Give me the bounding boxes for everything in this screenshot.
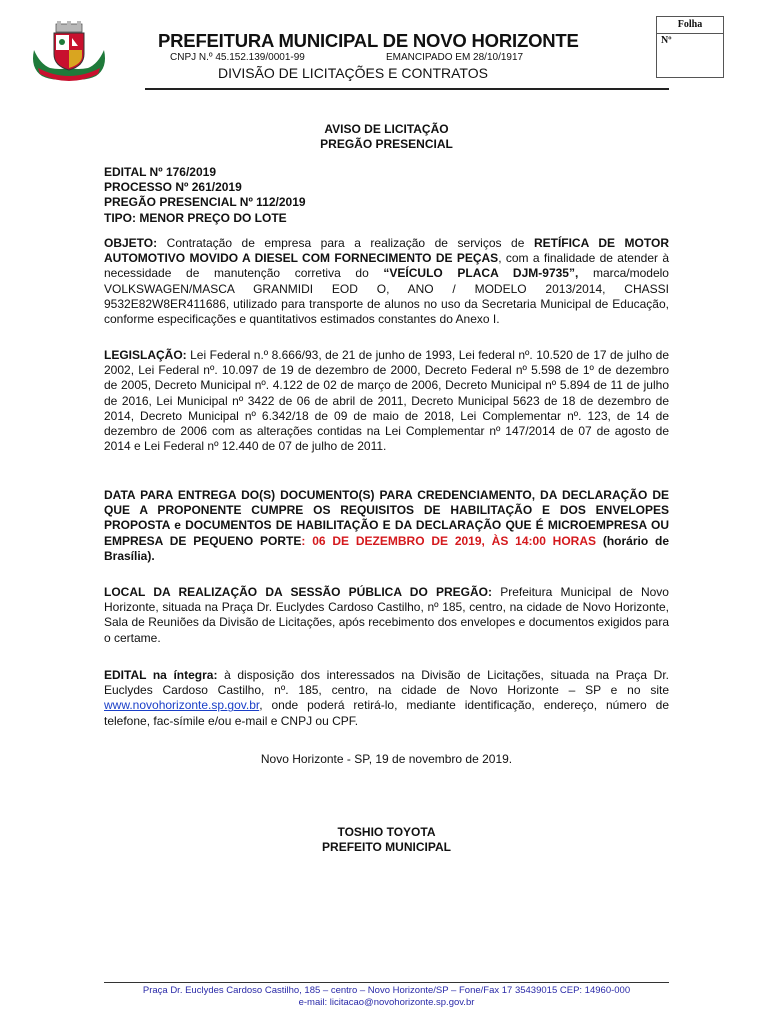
- date-line: Novo Horizonte - SP, 19 de novembro de 2019.: [260, 752, 513, 766]
- data-entrega-date: : 06 DE DEZEMBRO DE 2019, ÀS 14:00 HORAS: [301, 533, 597, 548]
- objeto-text-1: Contratação de empresa para a realização de serviços de: [157, 236, 534, 250]
- local-label: LOCAL DA REALIZAÇÃO DA SESSÃO PÚBLICA DO PREGÃO:: [104, 585, 493, 599]
- tipo-line: TIPO: MENOR PREÇO DO LOTE: [104, 210, 287, 225]
- signature-block: [104, 825, 669, 855]
- header-cnpj: CNPJ N.º 45.152.139/0001-99: [170, 52, 305, 63]
- objeto-text-3: marca/modelo VOLKSWAGEN/MASCA GRANMIDI EOD O, ANO / MODELO 2013/2014, CHASSI 9532E82W8ER411686, utilizado para transporte de alunos no uso da Secretaria Municipal de Educação, conforme especificações e quantitativos estimados constantes do Anexo I.: [104, 266, 669, 327]
- local-text: Prefeitura Municipal de Novo Horizonte, situada na Praça Dr. Euclydes Cardoso Castilho, nº 185, centro, na cidade de Novo Horizonte, Sala de Reuniões da Divisão de Licitações, após recebimento dos envelopes e documentos exigidos para o certame.: [104, 585, 669, 645]
- website-link[interactable]: www.novohorizonte.sp.gov.br: [104, 698, 260, 713]
- signature-name: TOSHIO TOYOTA: [337, 825, 436, 839]
- objeto-paragraph: [104, 236, 669, 327]
- objeto-bold-1: RETÍFICA DE MOTOR AUTOMOTIVO MOVIDO A DIESEL COM FORNECIMENTO DE PEÇAS: [104, 236, 669, 266]
- footer-address: Praça Dr. Euclydes Cardoso Castilho, 185 – centro – Novo Horizonte/SP – Fone/Fax 17 35439015 CEP: 14960-000: [142, 985, 631, 996]
- folha-stamp-box: [656, 16, 724, 78]
- folha-label: Folha: [657, 17, 723, 34]
- edital-number: EDITAL Nº 176/2019: [104, 165, 216, 179]
- header-subline: [170, 52, 524, 63]
- header-title: PREFEITURA MUNICIPAL DE NOVO HORIZONTE: [158, 30, 579, 51]
- notice-title-pregao: PREGÃO PRESENCIAL: [320, 137, 453, 152]
- objeto-bold-2: “VEÍCULO PLACA DJM-9735”,: [383, 266, 579, 281]
- notice-title-aviso: AVISO DE LICITAÇÃO: [324, 122, 449, 136]
- legislacao-text: Lei Federal n.º 8.666/93, de 21 de junho de 1993, Lei federal nº. 10.520 de 17 de julho de 2002, Lei Federal nº. 10.097 de 19 de dezembro de 2000, Decreto Federal nº 5.598 de 1º de dezembro de 2005, Decreto Municipal nº. 4.122 de 02 de março de 2006, Decreto Municipal nº 5.894 de 11 de julho de 2016, Lei Municipal nº 3422 de 06 de abril de 2011, Decreto Municipal 5623 de 18 de dezembro de 2014, Decreto Municipal nº 6.342/18 de 09 de maio de 2018, Lei Complementar nº. 123, de 14 de dezembro de 2006 com as alterações contidas na Lei Complementar nº 147/2014 de 07 de agosto de 2014 e Lei Federal nº 12.440 de 07 de julho de 2011.: [104, 348, 669, 454]
- edital-integra-paragraph: [104, 668, 669, 729]
- footer-email: e-mail: licitacao@novohorizonte.sp.gov.br: [298, 997, 475, 1008]
- header-emancipado: EMANCIPADO EM 28/10/1917: [386, 52, 524, 63]
- signature-role: PREFEITO MUNICIPAL: [322, 840, 451, 855]
- edital-integra-label: EDITAL na íntegra:: [104, 668, 218, 682]
- header-division: DIVISÃO DE LICITAÇÕES E CONTRATOS: [218, 65, 488, 81]
- notice-title: [104, 122, 669, 152]
- legislacao-label: LEGISLAÇÃO:: [104, 348, 187, 362]
- objeto-label: OBJETO:: [104, 236, 158, 250]
- municipal-crest-icon: [28, 20, 110, 84]
- processo-number: PROCESSO Nº 261/2019: [104, 180, 242, 195]
- edital-integra-text-2: , onde poderá retirá-lo, mediante identificação, endereço, número de telefone, fac-símile e/ou e-mail e CNPJ ou CPF.: [104, 698, 669, 728]
- data-entrega-paragraph: [104, 488, 669, 564]
- local-paragraph: [104, 585, 669, 646]
- pregao-number: PREGÃO PRESENCIAL Nº 112/2019: [104, 195, 306, 210]
- header-divider: [145, 88, 669, 90]
- notice-ids: [104, 165, 669, 226]
- legislacao-paragraph: [104, 348, 669, 454]
- objeto-text-2: , com a finalidade de atender à necessidade de manutenção corretiva do: [104, 251, 670, 281]
- data-entrega-bold: DATA PARA ENTREGA DO(S) DOCUMENTO(S) PARA CREDENCIAMENTO, DA DECLARAÇÃO DE QUE A PROPONENTE CUMPRE OS REQUISITOS DE HABILITAÇÃO E DOS ENVELOPES PROPOSTA e DOCUMENTOS DE HABILITAÇÃO E DA DECLARAÇÃO QUE É MICROEMPRESA OU EMPRESA DE PEQUENO PORTE: [104, 488, 669, 548]
- data-entrega-tail: (horário de Brasília).: [104, 533, 670, 563]
- footer: [104, 985, 669, 1009]
- footer-divider: [104, 982, 669, 983]
- numero-label: Nº: [661, 35, 672, 46]
- edital-integra-text-1: à disposição dos interessados na Divisão de Licitações, situada na Praça Dr. Euclydes Cardoso Castilho, nº. 185, centro, na cidade de Novo Horizonte – SP e no site: [104, 668, 669, 698]
